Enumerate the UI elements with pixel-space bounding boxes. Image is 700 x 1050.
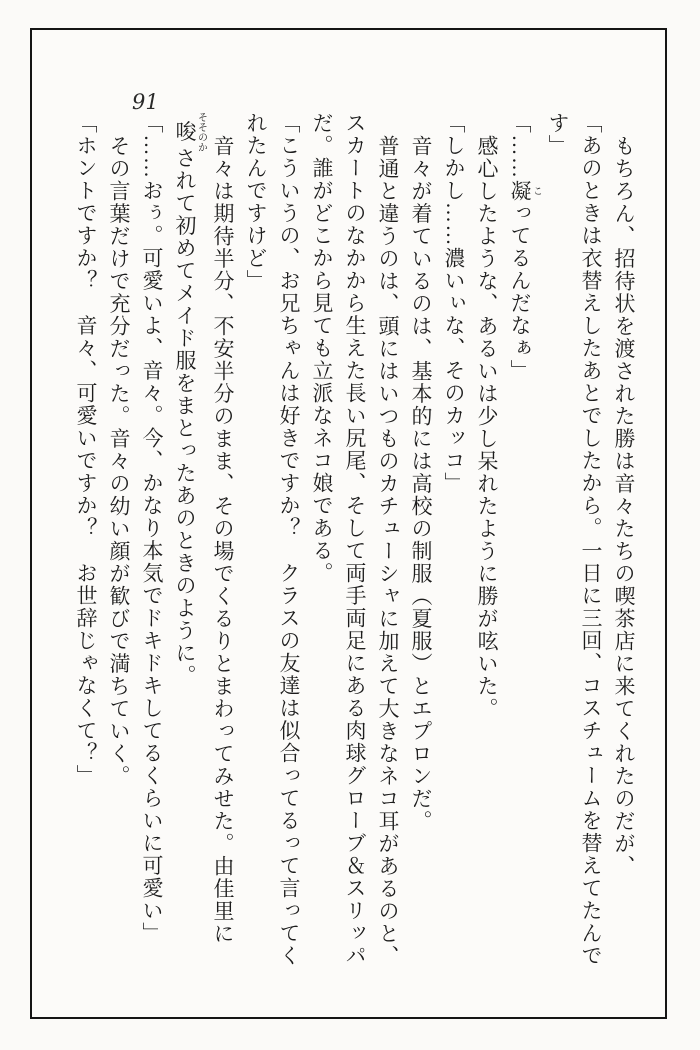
text-line: 音々が着ているのは、基本的には高校の制服（夏服）とエプロンだ。	[409, 135, 433, 833]
text-line: 「あのときは衣替えしたあとでしたから。一日に三回、コスチュームを替えてたんで	[579, 112, 603, 967]
text-line: もちろん、招待状を渡された勝は音々たちの喫茶店に来てくれたのだが、	[612, 135, 636, 878]
text-line: れたんですけど」	[244, 112, 268, 292]
text-line: 「……おぅ。可愛いよ、音々。今、かなり本気でドキドキしてるくらいに可愛い」	[140, 112, 164, 945]
text-line: 「しかし……濃いぃな、そのカッコ」	[442, 112, 466, 495]
text-line: 音々は期待半分、不安半分のまま、その場でくるりとまわってみせた。由佳里に	[211, 135, 235, 945]
text-line: 「こういうの、お兄ちゃんは好きですか？ クラスの友達は似合ってるって言ってく	[277, 112, 301, 967]
ruby-annotated-kanji: 唆そそのか	[173, 112, 207, 152]
text-line: だ。誰がどこから見ても立派なネコ娘である。	[310, 112, 334, 585]
page-number: 91	[132, 90, 159, 114]
text-line: 感心したような、あるいは少し呆れたように勝が呟いた。	[475, 135, 499, 720]
text-line: 「ホントですか？ 音々、可愛いですか？ お世辞じゃなくて？」	[74, 112, 98, 787]
ruby-annotated-kanji: 凝こ	[508, 179, 542, 202]
text-line: 唆そそのかされて初めてメイド服をまとったあのときのように。	[173, 112, 207, 687]
text-line: 普通と違うのは、頭にはいつものカチューシャに加えて大きなネコ耳があるのと、	[376, 135, 400, 968]
text-line: 「……凝こってるんだなぁ」	[508, 112, 542, 382]
text-line: その言葉だけで充分だった。音々の幼い顔が歓びで満ちていく。	[107, 135, 131, 788]
text-line: す」	[546, 112, 570, 157]
page-text-area	[69, 112, 640, 992]
text-line: スカートのなかから生えた長い尻尾、そして両手両足にある肉球グローブ＆スリッパ	[343, 112, 367, 967]
